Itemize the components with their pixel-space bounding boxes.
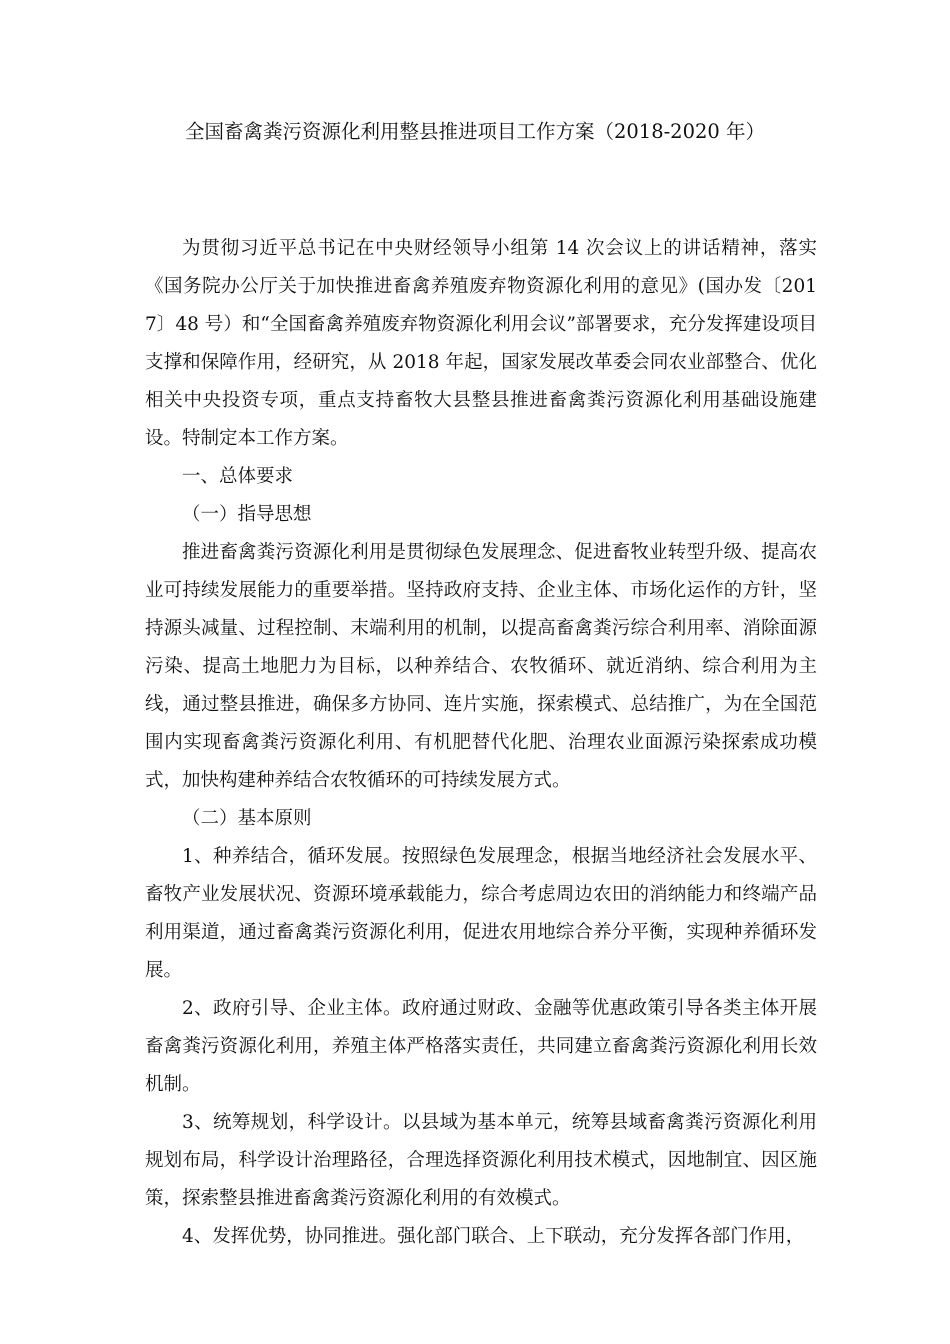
principle-4-paragraph: 4、发挥优势，协同推进。强化部门联合、上下联动，充分发挥各部门作用， [182,1226,805,1247]
principle-2-paragraph: 2、政府引导、企业主体。政府通过财政、金融等优惠政策引导各类主体开展畜禽粪污资源化利用，养殖主体严格落实责任，共同建立畜禽粪污资源化利用长效机制。 [145,998,817,1095]
intro-paragraph: 为贯彻习近平总书记在中央财经领导小组第 14 次会议上的讲话精神，落实《国务院办公厅关于加快推进畜禽养殖废弃物资源化利用的意见》(国办发〔2017〕48 号）和“全国畜禽养殖废弃物资源化利用会议”部署要求，充分发挥建设项目支撑和保障作用，经研究，从 2018 年起，国家发展改革委会同农业部整合、优化相关中央投资专项，重点支持畜牧大县整县推进畜禽粪污资源化利用基础设施建设。特制定本工作方案。 [145,238,817,449]
subsection-heading-basic-principles: （二）基本原则 [182,808,312,829]
document-body [145,230,817,1256]
principle-3-paragraph: 3、统筹规划，科学设计。以县域为基本单元，统筹县域畜禽粪污资源化利用规划布局，科学设计治理路径，合理选择资源化利用技术模式，因地制宜、因区施策，探索整县推进畜禽粪污资源化利用的有效模式。 [145,1112,817,1209]
subsection-heading-guiding-ideology: （一）指导思想 [182,504,312,525]
guiding-ideology-paragraph: 推进畜禽粪污资源化利用是贯彻绿色发展理念、促进畜牧业转型升级、提高农业可持续发展能力的重要举措。坚持政府支持、企业主体、市场化运作的方针，坚持源头减量、过程控制、末端利用的机制，以提高畜禽粪污综合利用率、消除面源污染、提高土地肥力为目标，以种养结合、农牧循环、就近消纳、综合利用为主线，通过整县推进，确保多方协同、连片实施，探索模式、总结推广，为在全国范围内实现畜禽粪污资源化利用、有机肥替代化肥、治理农业面源污染探索成功模式，加快构建种养结合农牧循环的可持续发展方式。 [145,542,817,791]
section-heading-general-requirements: 一、总体要求 [182,466,294,487]
document-title: 全国畜禽粪污资源化利用整县推进项目工作方案（2018-2020 年） [184,120,766,143]
principle-1-paragraph: 1、种养结合，循环发展。按照绿色发展理念，根据当地经济社会发展水平、畜牧产业发展状况、资源环境承载能力，综合考虑周边农田的消纳能力和终端产品利用渠道，通过畜禽粪污资源化利用，促进农用地综合养分平衡，实现种养循环发展。 [145,846,817,981]
